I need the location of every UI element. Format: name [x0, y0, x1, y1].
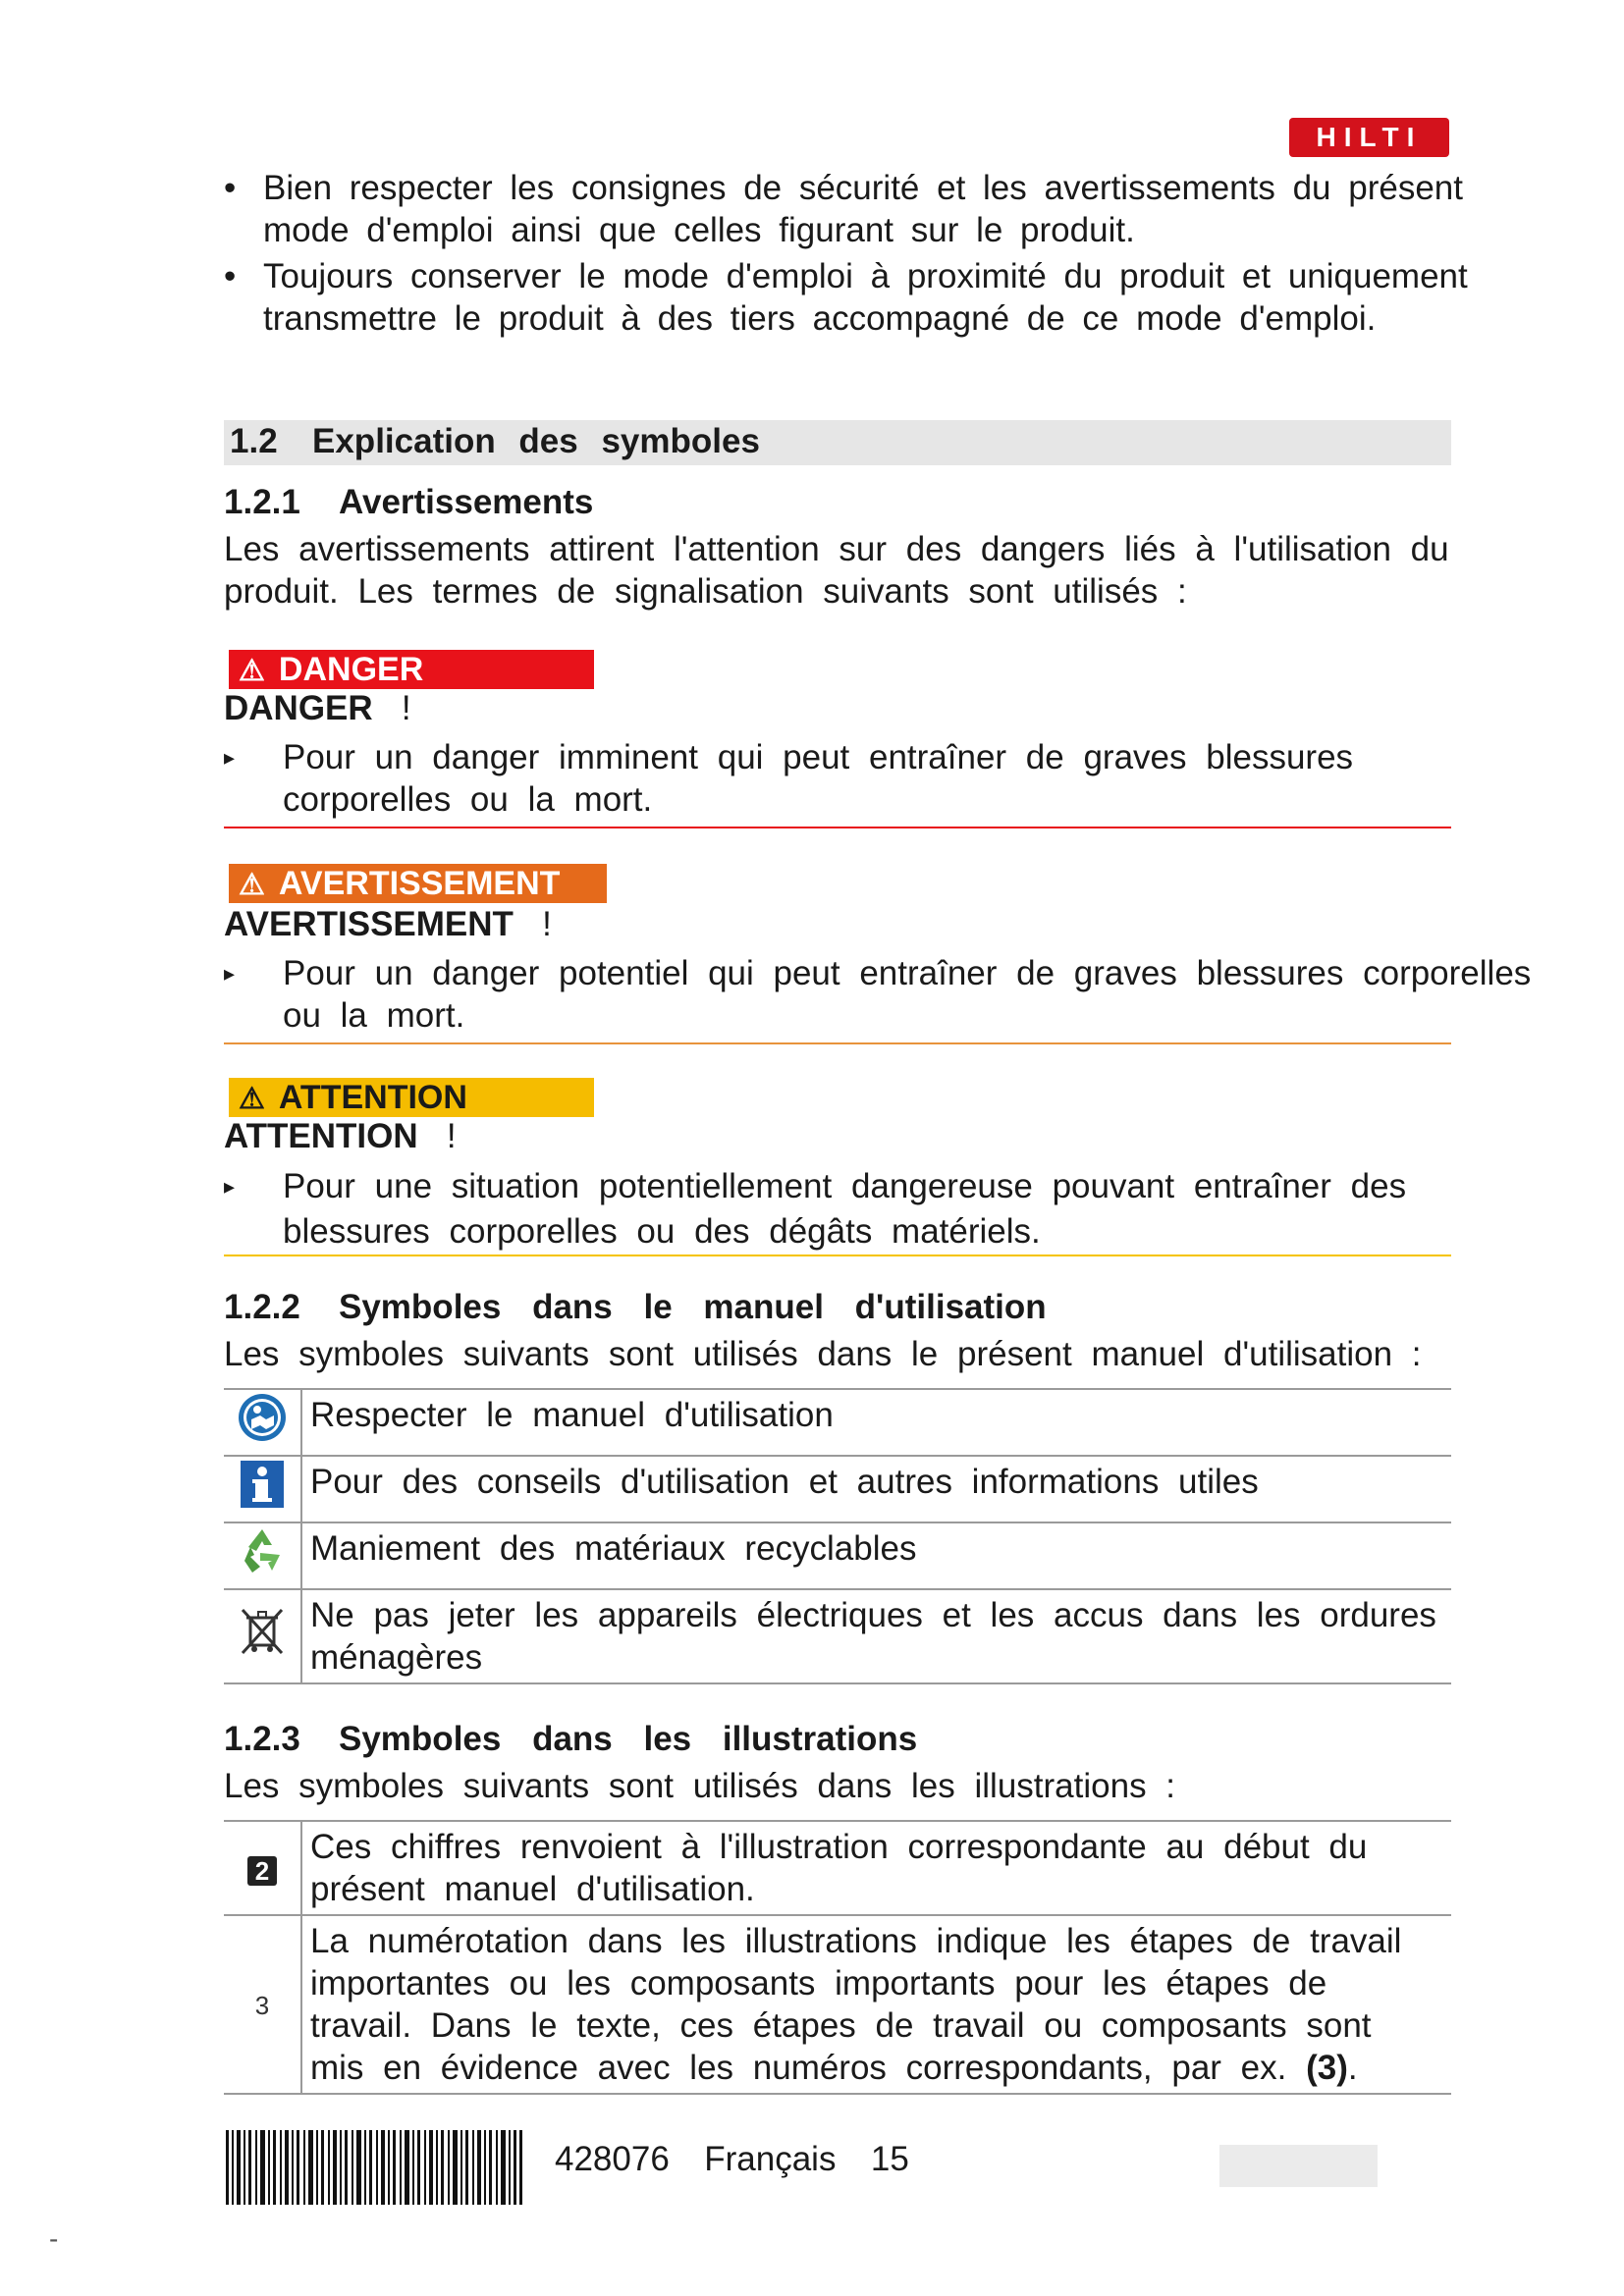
table-row	[224, 1821, 1451, 1915]
attention-description: ▸ Pour une situation potentiellement dangereuse pouvant entraîner des blessures corporelles ou des dégâts matériels.	[224, 1164, 1500, 1255]
section-number: 1.2	[230, 422, 278, 460]
illustration-symbols-table	[224, 1820, 1451, 2095]
bullet-dot: •	[224, 257, 237, 295]
symbol-description: Respecter le manuel d'utilisation	[301, 1389, 1451, 1456]
avertissement-badge: ⚠ AVERTISSEMENT	[229, 864, 607, 903]
subsection-number: 1.2.1	[224, 483, 300, 521]
attention-badge: ⚠ ATTENTION	[229, 1078, 594, 1117]
danger-signal-word: DANGER !	[224, 689, 411, 727]
intro-bullet-text: Toujours conserver le mode d'emploi à proximité du produit et uniquement transmettre le produit à des tiers accompagné de ce mode d'emploi.	[263, 257, 1468, 338]
subsection-number: 1.2.3	[224, 1720, 300, 1758]
avertissement-divider	[224, 1042, 1451, 1044]
subsection-title: Symboles dans les illustrations	[339, 1720, 918, 1758]
danger-description: ▸ Pour un danger imminent qui peut entraîner de graves blessures corporelles ou la mort.	[224, 738, 1354, 819]
arrow-bullet-icon: ▸	[224, 1174, 236, 1199]
intro-bullet-text: Bien respecter les consignes de sécurité et les avertissements du présent mode d'emploi ainsi que celles figurant sur le produit.	[263, 169, 1463, 249]
info-icon	[224, 1456, 301, 1522]
warning-triangle-icon: ⚠	[239, 1083, 265, 1115]
table-row	[224, 1456, 1451, 1522]
page-footer: 428076 Français 15	[555, 2140, 909, 2178]
symbol-description: Maniement des matériaux recyclables	[301, 1522, 1451, 1589]
warnings-intro: Les avertissements attirent l'attention sur des dangers liés à l'utilisation du produit. Les termes de signalisation suivants sont utilisés :	[224, 530, 1449, 611]
manual-symbols-intro: Les symboles suivants sont utilisés dans le présent manuel d'utilisation :	[224, 1335, 1422, 1373]
subsection-title: Symboles dans le manuel d'utilisation	[339, 1288, 1047, 1326]
illustration-symbols-intro: Les symboles suivants sont utilisés dans les illustrations :	[224, 1767, 1176, 1805]
footer-grey-box	[1219, 2145, 1378, 2187]
bullet-dot: •	[224, 169, 237, 207]
danger-badge: ⚠ DANGER	[229, 650, 594, 689]
intro-bullet-2	[224, 255, 1559, 340]
intro-bullet-1	[224, 167, 1559, 251]
symbol-description: Ne pas jeter les appareils électriques et les accus dans les ordures ménagères	[301, 1589, 1451, 1683]
hilti-logo: HILTI	[1289, 118, 1449, 157]
avertissement-signal-word: AVERTISSEMENT !	[224, 905, 552, 943]
avertissement-description: ▸ Pour un danger potentiel qui peut entraîner de graves blessures corporelles ou la mort.	[224, 954, 1532, 1035]
table-row	[224, 1389, 1451, 1456]
warning-triangle-icon: ⚠	[239, 869, 265, 901]
read-manual-icon	[224, 1389, 301, 1456]
step-number-icon: 3	[224, 1915, 301, 2094]
recycle-icon	[224, 1522, 301, 1589]
table-row	[224, 1589, 1451, 1683]
section-header	[224, 420, 1451, 465]
subsection-number: 1.2.2	[224, 1288, 300, 1326]
symbol-description: Ces chiffres renvoient à l'illustration correspondante au début du présent manuel d'utilisation.	[301, 1821, 1451, 1915]
table-row	[224, 1915, 1451, 2094]
manual-symbols-table	[224, 1388, 1451, 1684]
warning-triangle-icon: ⚠	[239, 655, 265, 687]
section-title: Explication des symboles	[312, 422, 760, 460]
barcode-icon	[226, 2130, 522, 2205]
danger-divider	[224, 827, 1451, 828]
table-row	[224, 1522, 1451, 1589]
arrow-bullet-icon: ▸	[224, 961, 236, 986]
arrow-bullet-icon: ▸	[224, 745, 236, 770]
attention-signal-word: ATTENTION !	[224, 1117, 457, 1155]
attention-divider	[224, 1255, 1451, 1256]
symbol-description: Pour des conseils d'utilisation et autres informations utiles	[301, 1456, 1451, 1522]
margin-mark: -	[49, 2223, 59, 2254]
symbol-description: La numérotation dans les illustrations indique les étapes de travail importantes ou les composants importants pour les étapes de travail. Dans le texte, ces étapes de travail ou composants sont mis en évidence avec les numéros correspondants, par ex. (3).	[301, 1915, 1451, 2094]
subsection-title: Avertissements	[339, 483, 594, 521]
crossed-bin-icon	[224, 1589, 301, 1683]
figure-number-icon: 2	[224, 1821, 301, 1915]
